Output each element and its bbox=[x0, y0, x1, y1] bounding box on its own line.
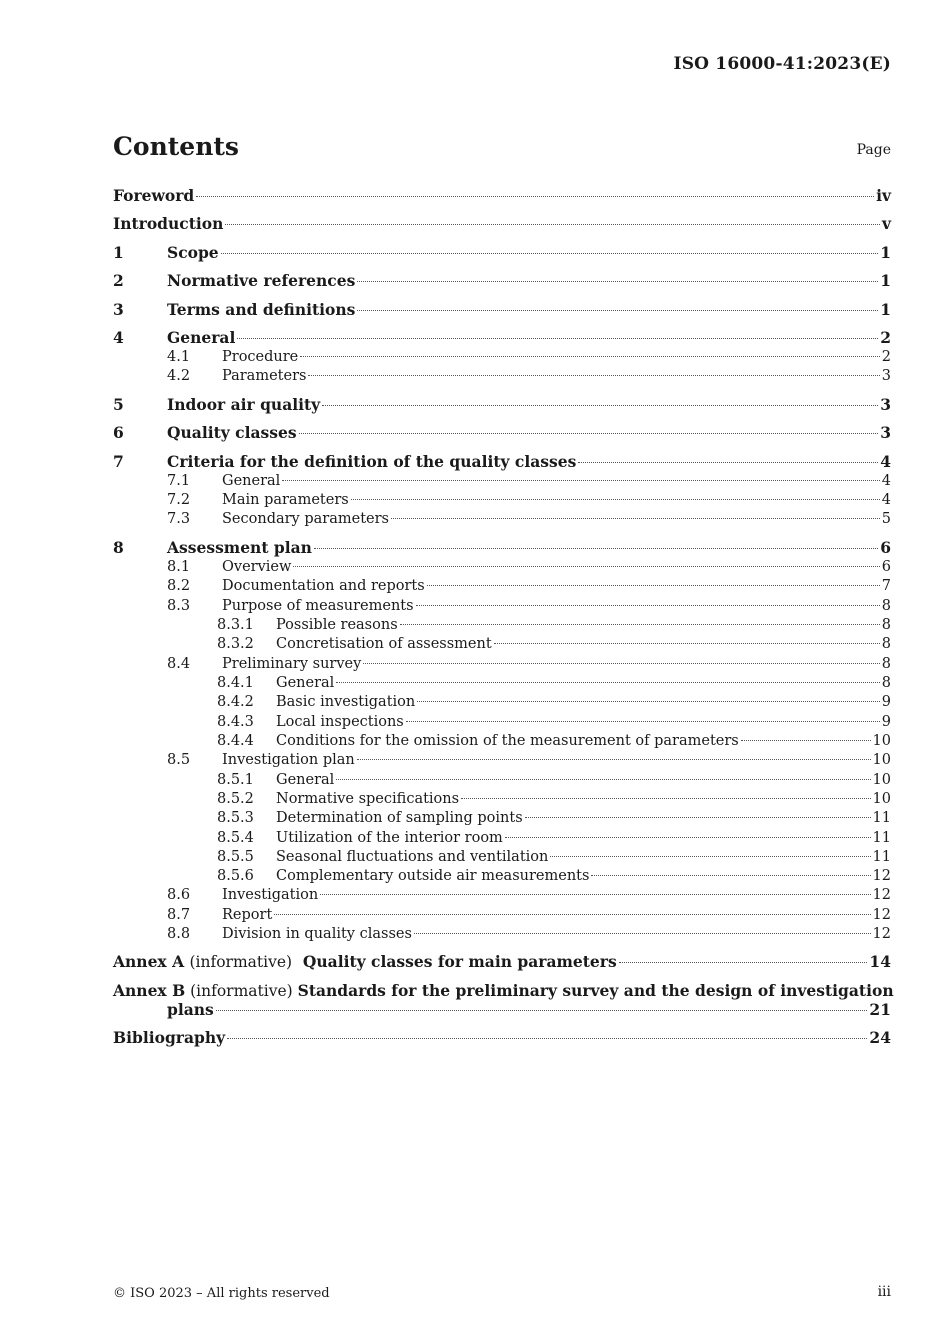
dot-leader bbox=[357, 759, 871, 760]
toc-entry-page: 9 bbox=[881, 694, 891, 710]
annex-b-title-line2: plans bbox=[167, 1000, 214, 1019]
toc-entry-number: 8.1 bbox=[167, 559, 191, 575]
toc-entry[interactable] bbox=[113, 809, 891, 828]
toc-entry-title: Secondary parameters bbox=[222, 511, 389, 527]
toc-entry-number: 8.4 bbox=[167, 656, 191, 672]
annex-b-informative: (informative) bbox=[190, 982, 293, 1000]
toc-entry-title: General bbox=[276, 675, 335, 691]
dot-leader bbox=[391, 518, 880, 519]
toc-entry-number: 8.5.4 bbox=[217, 830, 254, 846]
toc-entry-title: Procedure bbox=[222, 349, 299, 365]
toc-entry-page: 10 bbox=[872, 733, 891, 749]
document-id: ISO 16000-41:2023(E) bbox=[673, 54, 891, 74]
toc-entry-page: 4 bbox=[880, 452, 891, 471]
dot-leader bbox=[314, 548, 878, 549]
toc-entry[interactable] bbox=[113, 713, 891, 732]
toc-entry-number: 8.4.3 bbox=[217, 714, 254, 730]
dot-leader bbox=[357, 281, 878, 282]
toc-entry-page: 10 bbox=[872, 791, 891, 807]
toc-entry-title: Documentation and reports bbox=[222, 578, 425, 594]
toc-entry[interactable] bbox=[113, 886, 891, 905]
toc-entry-title: Parameters bbox=[222, 368, 307, 384]
toc-entry[interactable] bbox=[113, 538, 891, 557]
toc-entry-page: 1 bbox=[880, 271, 891, 290]
toc-entry[interactable] bbox=[113, 243, 891, 262]
toc-entry[interactable] bbox=[113, 829, 891, 848]
dot-leader bbox=[308, 375, 879, 376]
toc-entry-title: General bbox=[222, 473, 281, 489]
annex-a-prefix: Annex A bbox=[113, 952, 185, 971]
toc-entry-title: Conditions for the omission of the measurement of parameters bbox=[276, 733, 739, 749]
toc-entry-page: 8 bbox=[881, 675, 891, 691]
toc-entry-bibliography[interactable] bbox=[113, 1028, 891, 1047]
toc-entry-page: 4 bbox=[881, 473, 891, 489]
toc-entry-title: Foreword bbox=[113, 186, 195, 205]
toc-entry-number: 5 bbox=[113, 395, 124, 414]
toc-entry-number: 8.5.5 bbox=[217, 849, 254, 865]
toc-entry-number: 7.1 bbox=[167, 473, 191, 489]
toc-entry-page: 2 bbox=[881, 349, 891, 365]
toc-entry-page: 8 bbox=[881, 656, 891, 672]
annex-a-page: 14 bbox=[869, 952, 891, 971]
toc-entry-number: 8 bbox=[113, 538, 124, 557]
dot-leader bbox=[461, 798, 870, 799]
toc-entry-title: Indoor air quality bbox=[167, 395, 321, 414]
toc-entry-number: 8.5.3 bbox=[217, 810, 254, 826]
toc-entry-page: 12 bbox=[872, 926, 891, 942]
toc-entry[interactable] bbox=[113, 577, 891, 596]
toc-entry-number: 2 bbox=[113, 271, 124, 290]
toc-entry[interactable] bbox=[113, 674, 891, 693]
dot-leader bbox=[591, 875, 870, 876]
toc-entry-title: Investigation bbox=[222, 887, 319, 903]
toc-entry-title: Complementary outside air measurements bbox=[276, 868, 590, 884]
toc-entry-page: 11 bbox=[872, 810, 891, 826]
toc-entry-title: Possible reasons bbox=[276, 617, 398, 633]
dot-leader bbox=[299, 433, 879, 434]
toc-entry-title: Local inspections bbox=[276, 714, 404, 730]
dot-leader bbox=[578, 462, 878, 463]
dot-leader bbox=[406, 721, 880, 722]
dot-leader bbox=[505, 837, 871, 838]
toc-entry-number: 8.4.2 bbox=[217, 694, 254, 710]
annex-b-prefix: Annex B bbox=[113, 981, 186, 1000]
toc-entry-page: 12 bbox=[872, 868, 891, 884]
toc-entry-page: 11 bbox=[872, 849, 891, 865]
toc-entry-page: 12 bbox=[872, 907, 891, 923]
toc-entry-title: Seasonal fluctuations and ventilation bbox=[276, 849, 549, 865]
toc-entry[interactable] bbox=[113, 848, 891, 867]
toc-entry-page: 5 bbox=[881, 511, 891, 527]
toc-entry-title: Determination of sampling points bbox=[276, 810, 523, 826]
annex-b-page: 21 bbox=[869, 1000, 891, 1019]
dot-leader bbox=[293, 566, 879, 567]
toc-entry-number: 8.5.6 bbox=[217, 868, 254, 884]
toc-entry-page: 12 bbox=[872, 887, 891, 903]
toc-entry-number: 4 bbox=[113, 328, 124, 347]
dot-leader bbox=[221, 253, 879, 254]
toc-entry-page: 1 bbox=[880, 300, 891, 319]
toc-entry-title: Preliminary survey bbox=[222, 656, 362, 672]
dot-leader bbox=[357, 310, 878, 311]
toc-entry-number: 8.7 bbox=[167, 907, 191, 923]
toc-entry[interactable] bbox=[113, 771, 891, 790]
toc-entry[interactable] bbox=[113, 367, 891, 386]
annex-a-informative: (informative) bbox=[189, 953, 293, 971]
toc-entry-title: Investigation plan bbox=[222, 752, 355, 768]
toc-entry-title: General bbox=[167, 328, 236, 347]
dot-leader bbox=[550, 856, 870, 857]
toc-entry-annex-b-line2[interactable] bbox=[167, 1000, 891, 1019]
dot-leader bbox=[336, 682, 879, 683]
toc-entry-number: 7.3 bbox=[167, 511, 191, 527]
toc-entry-number: 1 bbox=[113, 243, 124, 262]
dot-leader bbox=[400, 624, 880, 625]
dot-leader bbox=[274, 914, 870, 915]
dot-leader bbox=[494, 643, 880, 644]
toc-entry-page: 8 bbox=[881, 617, 891, 633]
toc-entry-title: Assessment plan bbox=[167, 538, 312, 557]
toc-entry-title: Normative references bbox=[167, 271, 356, 290]
toc-entry-title: Utilization of the interior room bbox=[276, 830, 503, 846]
toc-entry-page: 3 bbox=[880, 395, 891, 414]
toc-entry[interactable] bbox=[113, 452, 891, 471]
toc-entry-title: Report bbox=[222, 907, 273, 923]
toc-entry-number: 8.2 bbox=[167, 578, 191, 594]
toc-entry-page: 10 bbox=[872, 752, 891, 768]
toc-entry-title: Overview bbox=[222, 559, 292, 575]
toc-entry-number: 8.5.1 bbox=[217, 772, 254, 788]
toc-entry-number: 8.3.1 bbox=[217, 617, 254, 633]
toc-entry[interactable] bbox=[113, 655, 891, 674]
dot-leader bbox=[227, 1038, 867, 1039]
annex-a-title: Quality classes for main parameters bbox=[302, 952, 617, 971]
toc-entry-number: 7 bbox=[113, 452, 124, 471]
dot-leader bbox=[225, 224, 880, 225]
dot-leader bbox=[619, 962, 868, 963]
dot-leader bbox=[216, 1010, 868, 1011]
toc-entry-page: 4 bbox=[881, 492, 891, 508]
toc-entry-number: 8.6 bbox=[167, 887, 191, 903]
dot-leader bbox=[351, 499, 880, 500]
footer-copyright: © ISO 2023 – All rights reserved bbox=[113, 1286, 330, 1301]
toc-entry[interactable] bbox=[113, 300, 891, 319]
toc-entry[interactable] bbox=[113, 693, 891, 712]
dot-leader bbox=[427, 585, 880, 586]
dot-leader bbox=[417, 701, 880, 702]
toc-entry[interactable] bbox=[113, 395, 891, 414]
toc-entry-page: 10 bbox=[872, 772, 891, 788]
dot-leader bbox=[196, 196, 874, 197]
toc-entry-number: 8.5 bbox=[167, 752, 191, 768]
toc-entry-number: 8.8 bbox=[167, 926, 191, 942]
toc-entry-number: 3 bbox=[113, 300, 124, 319]
toc-entry-page: 8 bbox=[881, 598, 891, 614]
toc-entry[interactable] bbox=[113, 472, 891, 491]
toc-entry[interactable] bbox=[113, 635, 891, 654]
dot-leader bbox=[363, 663, 879, 664]
toc-entry-page: 2 bbox=[880, 328, 891, 347]
toc-entry-annex-b-line1[interactable] bbox=[113, 981, 894, 1001]
toc-entry-page: 3 bbox=[881, 368, 891, 384]
toc-entry-title: Criteria for the definition of the quality classes bbox=[167, 452, 577, 471]
dot-leader bbox=[336, 779, 870, 780]
toc-entry-title: Basic investigation bbox=[276, 694, 416, 710]
toc-entry-page: 1 bbox=[880, 243, 891, 262]
footer-page-number: iii bbox=[877, 1284, 891, 1300]
dot-leader bbox=[416, 605, 880, 606]
dot-leader bbox=[322, 405, 878, 406]
toc-entry-title: Division in quality classes bbox=[222, 926, 412, 942]
toc-entry-number: 8.5.2 bbox=[217, 791, 254, 807]
toc-entry-page: 6 bbox=[881, 559, 891, 575]
toc-entry-number: 4.2 bbox=[167, 368, 191, 384]
toc-entry[interactable] bbox=[113, 751, 891, 770]
toc-entry[interactable] bbox=[113, 214, 891, 233]
toc-entry-page: 9 bbox=[881, 714, 891, 730]
dot-leader bbox=[414, 933, 871, 934]
toc-entry-title: Normative specifications bbox=[276, 791, 460, 807]
toc-entry[interactable] bbox=[113, 616, 891, 635]
toc-entry[interactable] bbox=[113, 790, 891, 809]
dot-leader bbox=[741, 740, 871, 741]
dot-leader bbox=[300, 356, 880, 357]
toc-entry[interactable] bbox=[113, 423, 891, 442]
page-column-label: Page bbox=[856, 142, 891, 158]
toc-entry-title: Introduction bbox=[113, 214, 224, 233]
toc-entry-page: 7 bbox=[881, 578, 891, 594]
toc-entry[interactable] bbox=[113, 271, 891, 290]
toc-entry[interactable] bbox=[113, 558, 891, 577]
toc-entry-number: 8.3.2 bbox=[217, 636, 254, 652]
toc-entry[interactable] bbox=[113, 867, 891, 886]
dot-leader bbox=[320, 894, 870, 895]
dot-leader bbox=[525, 817, 871, 818]
toc-entry-number: 6 bbox=[113, 423, 124, 442]
toc-entry-title: Quality classes bbox=[167, 423, 297, 442]
toc-entry[interactable] bbox=[113, 328, 891, 347]
toc-entry[interactable] bbox=[113, 186, 891, 205]
toc-entry-title: Terms and definitions bbox=[167, 300, 356, 319]
toc-entry-number: 8.4.4 bbox=[217, 733, 254, 749]
toc-entry[interactable] bbox=[113, 732, 891, 751]
toc-entry-title: Purpose of measurements bbox=[222, 598, 414, 614]
bibliography-page: 24 bbox=[869, 1028, 891, 1047]
toc-entry[interactable] bbox=[113, 510, 891, 529]
dot-leader bbox=[237, 338, 878, 339]
annex-b-title-line1: Standards for the preliminary survey and the design of investigation bbox=[297, 981, 894, 1000]
toc-entry[interactable] bbox=[113, 348, 891, 367]
toc-entry-page: iv bbox=[876, 186, 891, 205]
toc-entry-title: Main parameters bbox=[222, 492, 349, 508]
toc-entry-number: 8.4.1 bbox=[217, 675, 254, 691]
toc-entry-title: Scope bbox=[167, 243, 219, 262]
toc-entry[interactable] bbox=[113, 925, 891, 944]
toc-entry-page: 3 bbox=[880, 423, 891, 442]
bibliography-title: Bibliography bbox=[113, 1028, 226, 1047]
toc-entry[interactable] bbox=[113, 906, 891, 925]
toc-entry-title: Concretisation of assessment bbox=[276, 636, 492, 652]
toc-entry-number: 4.1 bbox=[167, 349, 191, 365]
toc-entry-page: 6 bbox=[880, 538, 891, 557]
toc-entry-number: 7.2 bbox=[167, 492, 191, 508]
toc-entry[interactable] bbox=[113, 597, 891, 616]
toc-entry-page: v bbox=[881, 214, 891, 233]
toc-entry-annex-a[interactable] bbox=[113, 952, 891, 972]
contents-title: Contents bbox=[113, 132, 240, 161]
toc-entry[interactable] bbox=[113, 491, 891, 510]
toc-entry-page: 8 bbox=[881, 636, 891, 652]
toc-entry-number: 8.3 bbox=[167, 598, 191, 614]
dot-leader bbox=[282, 480, 879, 481]
toc-entry-title: General bbox=[276, 772, 335, 788]
toc-entry-page: 11 bbox=[872, 830, 891, 846]
